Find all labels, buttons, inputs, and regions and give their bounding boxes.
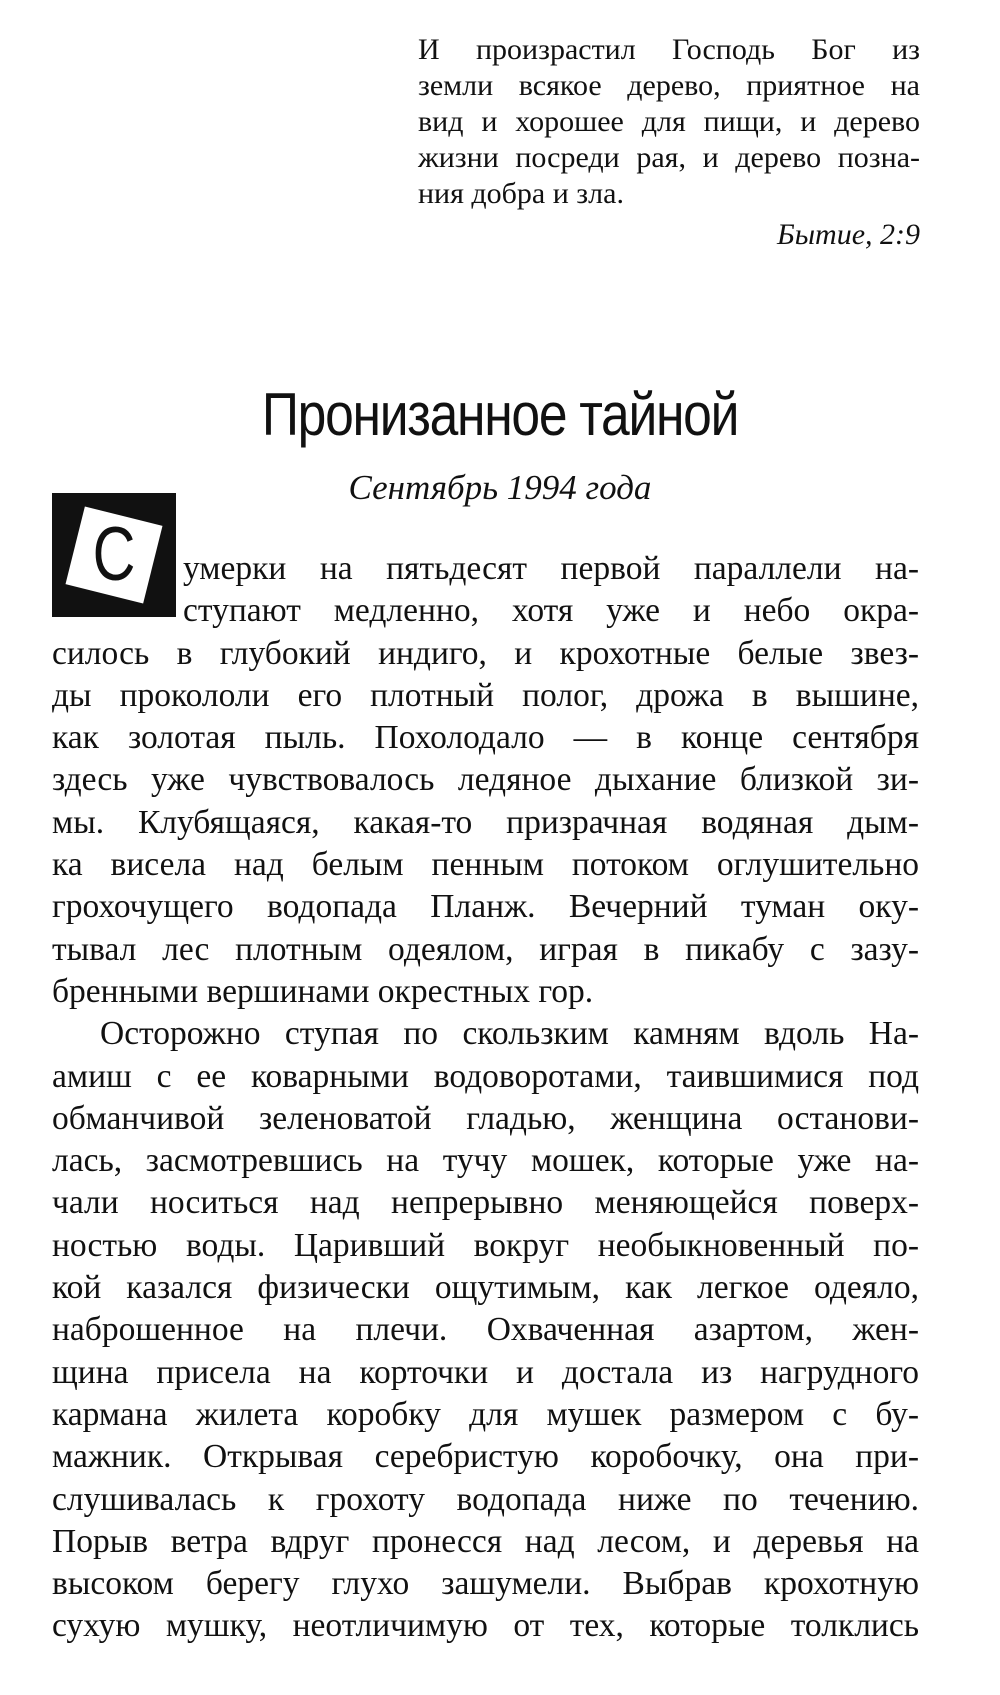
text-line: мы. Клубящаяся, какая-то призрачная водяная дым- bbox=[52, 803, 919, 841]
drop-cap-letter: С bbox=[92, 512, 136, 597]
text-line: грохочущего водопада Планж. Вечерний туман оку- bbox=[52, 888, 919, 926]
text-line: ностью воды. Царивший вокруг необыкновенный по- bbox=[52, 1226, 919, 1264]
text-line: как золотая пыль. Похолодало — в конце сентября bbox=[52, 719, 919, 757]
epigraph-line: земли всякое дерево, приятное на bbox=[418, 69, 920, 102]
text-line: кармана жилета коробку для мушек размером с бу- bbox=[52, 1395, 919, 1433]
epigraph-line: И произрастил Господь Бог из bbox=[418, 33, 920, 66]
epigraph-source: Бытие, 2:9 bbox=[777, 218, 920, 251]
text-line: ка висела над белым пенным потоком оглушительно bbox=[52, 846, 919, 884]
text-line: обманчивой зеленоватой гладью, женщина останови- bbox=[52, 1099, 919, 1137]
text-line: ступают медленно, хотя уже и небо окра- bbox=[183, 592, 919, 630]
text-line: Порыв ветра вдруг пронесся над лесом, и деревья на bbox=[52, 1522, 919, 1560]
text-line: Осторожно ступая по скользким камням вдоль На- bbox=[100, 1015, 919, 1053]
text-line: силось в глубокий индиго, и крохотные белые звез- bbox=[52, 634, 919, 672]
text-line: слушивалась к грохоту водопада ниже по течению. bbox=[52, 1480, 919, 1518]
text-line: бренными вершинами окрестных гор. bbox=[52, 972, 594, 1010]
text-line: сухую мушку, неотличимую от тех, которые толклись bbox=[52, 1607, 919, 1645]
text-line: ды прокололи его плотный полог, дрожа в вышине, bbox=[52, 676, 919, 714]
text-line: высоком берегу глухо зашумели. Выбрав крохотную bbox=[52, 1565, 919, 1603]
epigraph-line: жизни посреди рая, и дерево позна- bbox=[418, 141, 920, 174]
chapter-date: Сентябрь 1994 года bbox=[348, 468, 652, 507]
epigraph-line: ния добра и зла. bbox=[418, 177, 624, 210]
text-line: умерки на пятьдесят первой параллели на- bbox=[183, 550, 919, 587]
text-line: наброшенное на плечи. Охваченная азартом, жен- bbox=[52, 1311, 919, 1349]
text-line: кой казался физически ощутимым, как легкое одеяло, bbox=[52, 1269, 919, 1307]
text-line: здесь уже чувствовалось ледяное дыхание близкой зи- bbox=[52, 761, 919, 799]
text-line: амиш с ее коварными водоворотами, таившимися под bbox=[52, 1057, 919, 1095]
text-line: щина присела на корточки и достала из нагрудного bbox=[52, 1353, 919, 1391]
epigraph bbox=[418, 32, 920, 251]
text-line: тывал лес плотным одеялом, играя в пикабу с зазу- bbox=[52, 930, 919, 968]
body-text bbox=[52, 548, 919, 1648]
text-line: мажник. Открывая серебристую коробочку, она при- bbox=[52, 1438, 919, 1476]
chapter-title: Пронизанное тайной bbox=[261, 381, 739, 448]
text-line: лась, засмотревшись на тучу мошек, которые уже на- bbox=[52, 1142, 919, 1180]
text-line: чали носиться над непрерывно меняющейся поверх- bbox=[52, 1184, 919, 1222]
epigraph-line: вид и хорошее для пищи, и дерево bbox=[418, 105, 920, 138]
